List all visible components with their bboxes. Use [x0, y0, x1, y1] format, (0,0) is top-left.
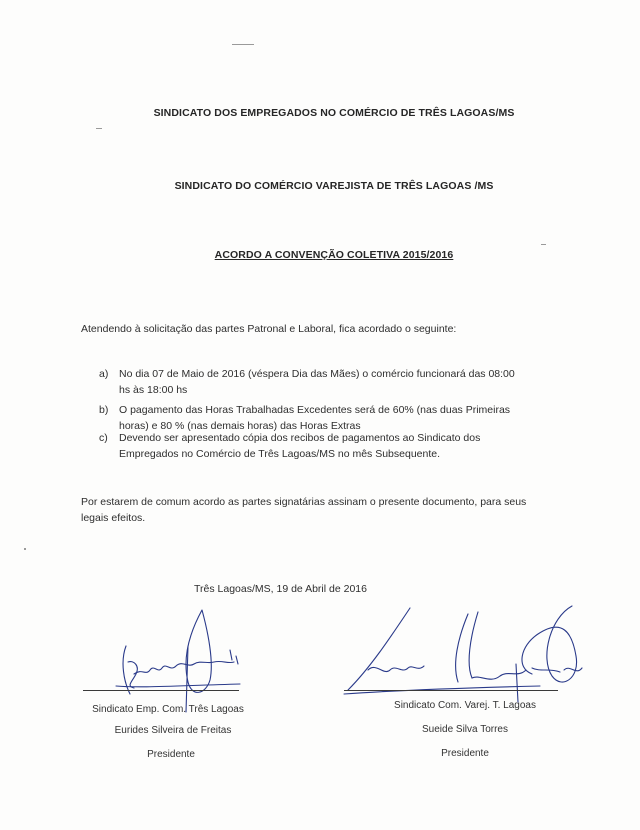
- list-item-line: hs às 18:00 hs: [119, 384, 188, 396]
- signature-right-scribble: [340, 598, 600, 708]
- list-item-line: O pagamento das Horas Trabalhadas Excedentes será de 60% (nas duas Primeiras: [119, 404, 511, 416]
- scan-speck: [232, 44, 254, 45]
- closing-line: Por estarem de comum acordo as partes signatárias assinam o presente documento, para seus: [81, 496, 527, 508]
- list-item-line: Empregados no Comércio de Três Lagoas/MS no mês Subsequente.: [119, 448, 441, 460]
- list-marker: b): [99, 404, 109, 416]
- right-signatory-role: Presidente: [441, 748, 489, 759]
- left-signatory-role: Presidente: [147, 749, 195, 760]
- signature-line-right: [344, 690, 558, 691]
- signature-left-scribble: [110, 602, 250, 712]
- list-marker: c): [99, 432, 108, 444]
- date-line: Três Lagoas/MS, 19 de Abril de 2016: [194, 583, 367, 595]
- list-item: [99, 366, 539, 398]
- union-retail-heading: SINDICATO DO COMÉRCIO VAREJISTA DE TRÊS LAGOAS /MS: [174, 180, 494, 192]
- closing-paragraph: [81, 494, 541, 526]
- list-item-line: No dia 07 de Maio de 2016 (véspera Dia das Mães) o comércio funcionará das 08:00: [119, 368, 515, 380]
- left-signatory-name: Eurides Silveira de Freitas: [114, 725, 232, 736]
- list-item-line: Devendo ser apresentado cópia dos recibos de pagamentos ao Sindicato dos: [119, 432, 481, 444]
- signature-line-left: [83, 690, 239, 691]
- right-signatory-organization: Sindicato Com. Varej. T. Lagoas: [394, 700, 536, 711]
- intro-paragraph: Atendendo à solicitação das partes Patronal e Laboral, fica acordado o seguinte:: [81, 323, 457, 335]
- scan-speck: [541, 244, 546, 245]
- right-signatory-name: Sueide Silva Torres: [422, 724, 508, 735]
- closing-line: legais efeitos.: [81, 512, 146, 524]
- left-signatory-organization: Sindicato Emp. Com. Três Lagoas: [92, 704, 244, 715]
- union-employees-heading: SINDICATO DOS EMPREGADOS NO COMÉRCIO DE TRÊS LAGOAS/MS: [153, 107, 515, 119]
- agreement-title: ACORDO A CONVENÇÃO COLETIVA 2015/2016: [214, 249, 454, 261]
- list-item: [99, 430, 539, 462]
- list-marker: a): [99, 368, 109, 380]
- scan-speck: [24, 548, 26, 550]
- list-item-line: horas) e 80 % (nas demais horas) das Horas Extras: [119, 420, 361, 432]
- scan-speck: [96, 128, 102, 129]
